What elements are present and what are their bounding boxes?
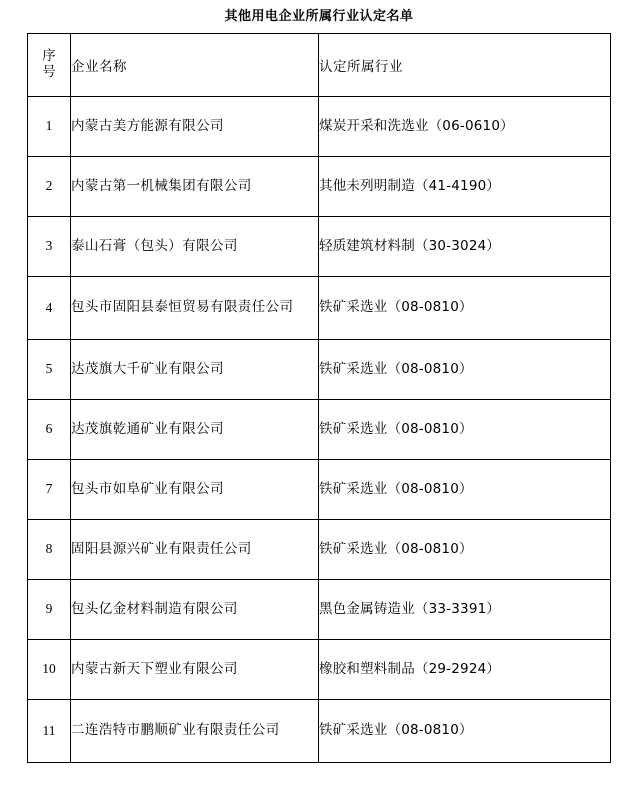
row-industry: 铁矿采选业（08-0810） xyxy=(319,519,611,579)
row-index: 5 xyxy=(28,339,71,399)
industry-recognition-table xyxy=(27,33,611,763)
row-index: 3 xyxy=(28,216,71,276)
row-enterprise-name: 达茂旗大千矿业有限公司 xyxy=(71,339,319,399)
row-industry: 铁矿采选业（08-0810） xyxy=(319,276,611,339)
row-industry: 煤炭开采和洗选业（06-0610） xyxy=(319,96,611,156)
column-header-index xyxy=(28,33,71,96)
row-index: 2 xyxy=(28,156,71,216)
row-index: 4 xyxy=(28,276,71,339)
row-enterprise-name: 包头市固阳县泰恒贸易有限责任公司 xyxy=(71,276,319,339)
row-index: 7 xyxy=(28,459,71,519)
row-enterprise-name: 泰山石膏（包头）有限公司 xyxy=(71,216,319,276)
table-row xyxy=(28,639,611,699)
row-enterprise-name: 内蒙古新天下塑业有限公司 xyxy=(71,639,319,699)
row-industry: 轻质建筑材料制（30-3024） xyxy=(319,216,611,276)
table-header-row xyxy=(28,33,611,96)
table-row xyxy=(28,459,611,519)
table-row xyxy=(28,519,611,579)
row-enterprise-name: 包头市如阜矿业有限公司 xyxy=(71,459,319,519)
row-industry: 铁矿采选业（08-0810） xyxy=(319,459,611,519)
row-enterprise-name: 二连浩特市鹏顺矿业有限责任公司 xyxy=(71,699,319,762)
row-index: 8 xyxy=(28,519,71,579)
column-header-index-char-1: 序 xyxy=(42,48,56,65)
row-enterprise-name: 固阳县源兴矿业有限责任公司 xyxy=(71,519,319,579)
row-index: 1 xyxy=(28,96,71,156)
table-row xyxy=(28,276,611,339)
table-row xyxy=(28,699,611,762)
page-title: 其他用电企业所属行业认定名单 xyxy=(224,9,414,24)
row-industry: 其他未列明制造（41-4190） xyxy=(319,156,611,216)
table-row xyxy=(28,156,611,216)
row-enterprise-name: 内蒙古第一机械集团有限公司 xyxy=(71,156,319,216)
table-row xyxy=(28,339,611,399)
table-row xyxy=(28,216,611,276)
row-index: 10 xyxy=(28,639,71,699)
row-index: 6 xyxy=(28,399,71,459)
table-row xyxy=(28,579,611,639)
column-header-industry: 认定所属行业 xyxy=(319,33,611,96)
column-header-enterprise-name: 企业名称 xyxy=(71,33,319,96)
row-industry: 黑色金属铸造业（33-3391） xyxy=(319,579,611,639)
column-header-index-char-2: 号 xyxy=(42,63,56,80)
table-row xyxy=(28,96,611,156)
row-industry: 铁矿采选业（08-0810） xyxy=(319,339,611,399)
row-index: 9 xyxy=(28,579,71,639)
row-enterprise-name: 达茂旗乾通矿业有限公司 xyxy=(71,399,319,459)
row-industry: 橡胶和塑料制品（29-2924） xyxy=(319,639,611,699)
row-enterprise-name: 包头亿金材料制造有限公司 xyxy=(71,579,319,639)
row-enterprise-name: 内蒙古美方能源有限公司 xyxy=(71,96,319,156)
row-industry: 铁矿采选业（08-0810） xyxy=(319,399,611,459)
row-index: 11 xyxy=(28,699,71,762)
row-industry: 铁矿采选业（08-0810） xyxy=(319,699,611,762)
table-row xyxy=(28,399,611,459)
